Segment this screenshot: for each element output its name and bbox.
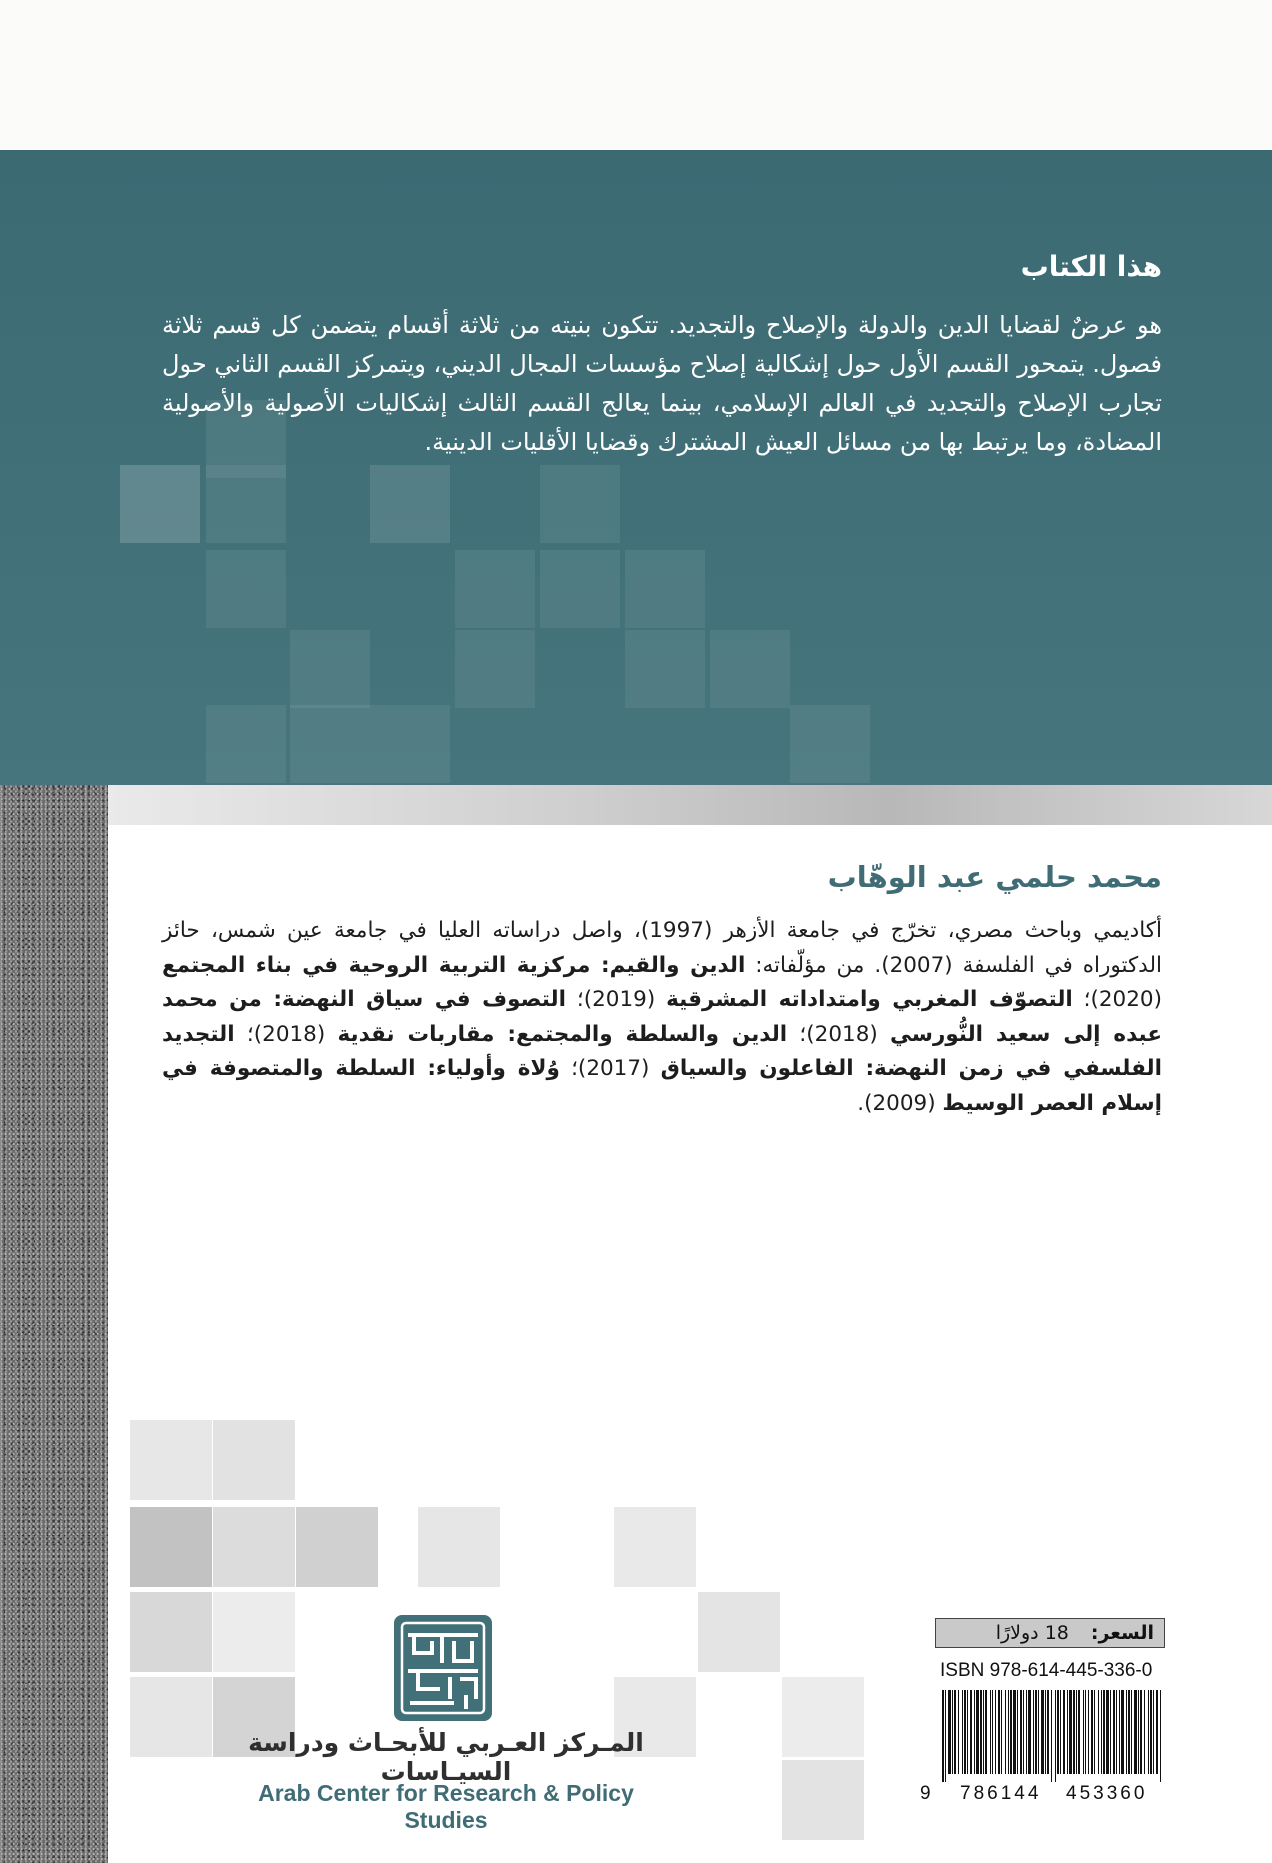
decor-square — [130, 1677, 212, 1757]
barcode-bar — [1150, 1690, 1152, 1774]
barcode-bar — [954, 1690, 956, 1774]
barcode-bar — [1121, 1690, 1124, 1774]
barcode-bar — [1113, 1690, 1115, 1774]
barcode-bar — [1134, 1690, 1137, 1774]
work-year: (2017)؛ — [559, 1056, 661, 1081]
publisher-name-english: Arab Center for Research & Policy Studies — [258, 1780, 634, 1833]
decor-square — [120, 465, 200, 543]
barcode-bar — [1098, 1690, 1099, 1774]
decor-square — [290, 705, 370, 783]
barcode-bar — [967, 1690, 968, 1774]
barcode-bar — [995, 1690, 996, 1774]
publisher-name-arabic: المـركز العـربي للأبحـاث ودراسة السيـاسات — [248, 1728, 644, 1786]
decor-square — [213, 1420, 295, 1500]
barcode-bar — [998, 1690, 1000, 1774]
decor-square — [290, 630, 370, 708]
about-book-text: هو عرضٌ لقضايا الدين والدولة والإصلاح والتجديد. تتكون بنيته من ثلاثة أقسام يتضمن كل قسم ثلاثة فصول. يتمحور القسم الأول حول إشكالية إصلاح مؤسسات المجال الديني، ويتمركز القسم الثاني حول تجارب الإصلاح والتجديد في العالم الإسلامي، بينما يعالج القسم الثالث إشكاليات الأصولية والأصولية المضادة، وما يرتبط بها من مسائل العيش المشترك وقضايا الأقليات الدينية. — [162, 311, 1162, 456]
barcode-bar — [1067, 1690, 1068, 1774]
barcode-bar — [1020, 1690, 1022, 1774]
work-title: التصوّف المغربي وامتداداته المشرقية — [666, 987, 1073, 1012]
barcode-bar — [1156, 1690, 1158, 1774]
publisher-logo-icon — [392, 1613, 494, 1723]
barcode-bar — [980, 1690, 982, 1774]
decor-square — [455, 630, 535, 708]
barcode-bar — [1153, 1690, 1154, 1774]
decor-square — [710, 630, 790, 708]
barcode-bar — [1057, 1690, 1059, 1774]
barcode-bar — [1033, 1690, 1034, 1774]
work-year: (2009). — [857, 1090, 943, 1116]
work-year: (2019)؛ — [566, 987, 667, 1012]
decor-square — [130, 1507, 212, 1587]
barcode-bar — [1083, 1690, 1084, 1774]
barcode-bar — [1017, 1690, 1018, 1774]
decor-square — [418, 1507, 500, 1587]
barcode-bar — [970, 1690, 972, 1774]
isbn-number: ISBN 978-614-445-336-0 — [940, 1660, 1153, 1681]
barcode-bar — [1023, 1690, 1024, 1774]
barcode-bar — [1041, 1690, 1044, 1774]
decor-square — [782, 1677, 864, 1757]
barcode-bar — [1010, 1690, 1012, 1774]
barcode-bar — [983, 1690, 984, 1774]
barcode-bar — [985, 1690, 987, 1774]
barcode-bar — [1028, 1690, 1031, 1774]
barcode-bar — [1085, 1690, 1086, 1774]
barcode-bar — [1045, 1690, 1046, 1774]
decor-square — [296, 1507, 378, 1587]
barcode-bar — [1035, 1690, 1037, 1774]
work-year: (2020)؛ — [1072, 987, 1162, 1012]
barcode-bar — [1144, 1690, 1145, 1774]
barcode-bar — [964, 1690, 966, 1774]
price-label: السعر: — [1090, 1622, 1154, 1644]
barcode-bar — [1051, 1690, 1052, 1782]
barcode-bar — [1047, 1690, 1049, 1774]
author-name: محمد حلمي عبد الوهّاب — [827, 860, 1162, 894]
price-value: 18 دولارًا — [995, 1622, 1069, 1644]
barcode-bar — [974, 1690, 975, 1774]
barcode-bar — [958, 1690, 959, 1774]
barcode-bar — [1055, 1690, 1056, 1782]
decor-square — [370, 465, 450, 543]
bio-intro: أكاديمي وباحث مصري، تخرّج في جامعة الأزهر (1997)، واصل دراساته العليا في جامعة عين شمس، حائز الدكتوراه في الفلسفة (2007). من مؤلّفاته: — [162, 918, 1162, 978]
top-margin — [0, 0, 1272, 150]
barcode-bar — [1126, 1690, 1127, 1774]
barcode-bar — [1060, 1690, 1061, 1774]
barcode-bar — [1026, 1690, 1027, 1774]
speckled-edge — [0, 785, 108, 1863]
barcode-bar — [1148, 1690, 1149, 1774]
decor-square — [213, 1507, 295, 1587]
barcode-bar — [1091, 1690, 1093, 1774]
barcode-left-digits: 786144 — [960, 1783, 1042, 1804]
decor-square — [213, 1592, 295, 1672]
decor-square — [625, 550, 705, 628]
decor-square — [782, 1760, 864, 1840]
barcode-bar — [1078, 1690, 1080, 1774]
barcode-bar — [1008, 1690, 1009, 1774]
barcode-bar — [1101, 1690, 1102, 1774]
barcode-bar — [990, 1690, 991, 1774]
work-title: التصوف في سياق النهضة: من محمد عبده إلى سعيد النُّورسي — [162, 987, 1163, 1047]
barcode-bar — [1140, 1690, 1142, 1774]
barcode-bar — [1073, 1690, 1075, 1774]
barcode-bar — [1128, 1690, 1130, 1774]
barcode-bar — [1038, 1690, 1039, 1774]
work-title: الدين والقيم: مركزية التربية الروحية في بناء المجتمع — [162, 952, 746, 978]
decor-square — [206, 550, 286, 628]
decor-square — [540, 550, 620, 628]
work-title: الدين والسلطة والمجتمع: مقاربات نقدية — [337, 1021, 788, 1047]
decor-square — [130, 1592, 212, 1672]
barcode-bar — [1005, 1690, 1006, 1774]
barcode-bar — [1119, 1690, 1120, 1774]
decor-square — [206, 705, 286, 783]
barcode-bar — [942, 1690, 944, 1782]
decor-square — [698, 1592, 780, 1672]
barcode-bar — [962, 1690, 963, 1774]
decor-square — [614, 1507, 696, 1587]
barcode-bar — [1094, 1690, 1095, 1774]
work-title: وُلاة وأولياء: السلطة والمتصوفة في إسلام العصر الوسيط — [162, 1056, 1162, 1116]
barcode-bar — [976, 1690, 979, 1774]
author-bio — [162, 914, 1162, 1121]
barcode-bar — [952, 1690, 953, 1774]
barcode-bar — [1103, 1690, 1105, 1774]
decor-square — [455, 550, 535, 628]
work-year: (2018)؛ — [234, 1021, 338, 1047]
barcode-bar — [1001, 1690, 1002, 1774]
barcode-bar — [948, 1690, 951, 1774]
barcode-bar — [1063, 1690, 1065, 1774]
barcode-bar — [1106, 1690, 1109, 1774]
decor-square — [130, 1420, 212, 1500]
barcode-right-digits: 453360 — [1066, 1783, 1148, 1804]
decor-square — [540, 465, 620, 543]
work-title: التجديد الفلسفي في زمن النهضة: الفاعلون والسياق — [162, 1021, 1162, 1081]
barcode-bar — [1076, 1690, 1077, 1774]
price-box — [935, 1618, 1165, 1648]
decor-square — [625, 630, 705, 708]
barcode-bar — [1138, 1690, 1139, 1774]
barcode-icon — [940, 1690, 1166, 1782]
decor-square — [206, 465, 286, 543]
barcode-bar — [1131, 1690, 1132, 1774]
barcode-bar — [1110, 1690, 1111, 1774]
barcode-bar — [1088, 1690, 1089, 1774]
decor-square — [790, 705, 870, 783]
barcode-bar — [1069, 1690, 1072, 1774]
barcode-lead-digit: 9 — [920, 1783, 931, 1804]
decor-square — [370, 705, 450, 783]
gradient-band — [0, 785, 1272, 825]
barcode-bar — [1116, 1690, 1117, 1774]
barcode-bar — [1160, 1690, 1161, 1782]
barcode-bar — [1013, 1690, 1016, 1774]
barcode-bar — [992, 1690, 993, 1774]
about-book-heading: هذا الكتاب — [1020, 250, 1162, 283]
about-book-panel — [0, 150, 1272, 785]
barcode-bar — [945, 1690, 946, 1782]
work-year: (2018)؛ — [787, 1021, 891, 1047]
